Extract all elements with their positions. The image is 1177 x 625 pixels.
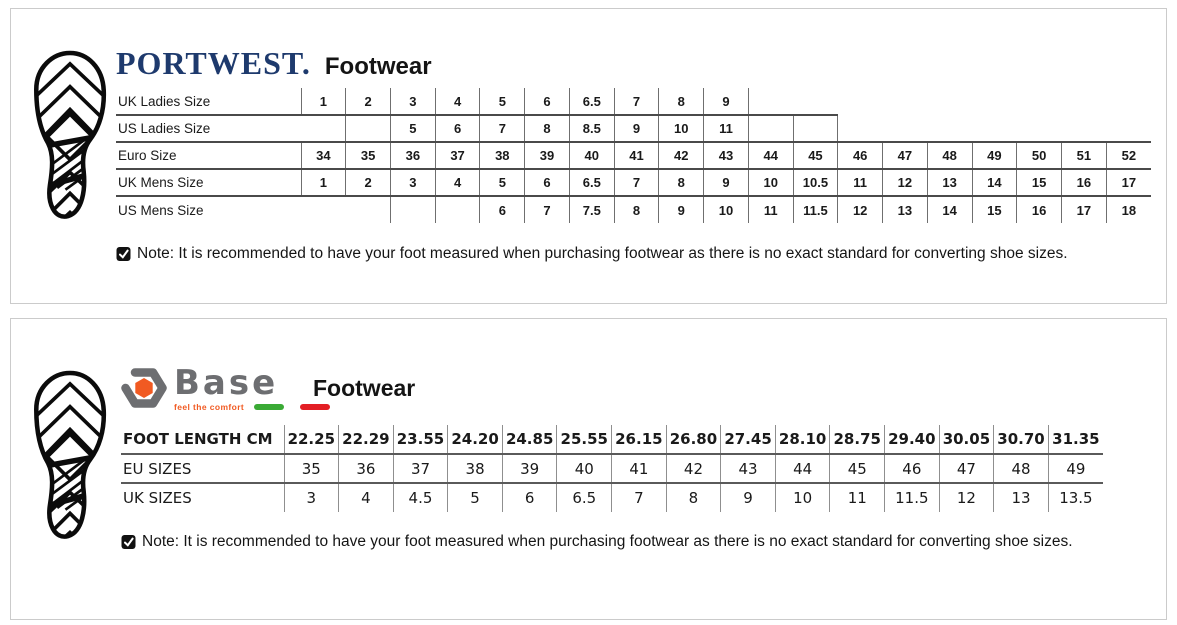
size-cell: 40 — [557, 454, 612, 483]
size-cell: 17 — [1061, 196, 1106, 223]
size-cell: 2 — [346, 88, 391, 115]
size-cell: 38 — [480, 142, 525, 169]
size-cell: 10 — [748, 169, 793, 196]
row-label: UK Mens Size — [116, 169, 301, 196]
size-cell — [793, 88, 838, 115]
size-cell: 8 — [659, 169, 704, 196]
size-cell: 36 — [390, 142, 435, 169]
size-cell — [793, 115, 838, 142]
size-cell: 8 — [666, 483, 721, 512]
size-cell: 39 — [502, 454, 557, 483]
size-cell: 1 — [301, 88, 346, 115]
size-cell: 9 — [659, 196, 704, 223]
size-cell: 11.5 — [885, 483, 940, 512]
size-cell — [748, 115, 793, 142]
size-cell: 3 — [390, 169, 435, 196]
size-cell: 16 — [1017, 196, 1062, 223]
size-cell — [1017, 115, 1062, 142]
size-cell: 12 — [838, 196, 883, 223]
size-cell: 22.25 — [284, 425, 339, 454]
size-cell: 11.5 — [793, 196, 838, 223]
portwest-size-chart-panel — [10, 8, 1167, 304]
size-cell: 5 — [448, 483, 503, 512]
portwest-header — [116, 45, 432, 82]
size-cell: 30.05 — [939, 425, 994, 454]
size-cell: 34 — [301, 142, 346, 169]
portwest-note — [116, 245, 1068, 263]
size-cell — [1106, 115, 1151, 142]
size-cell: 1 — [301, 169, 346, 196]
base-tagline-row — [174, 402, 330, 412]
size-cell: 27.45 — [721, 425, 776, 454]
size-cell — [838, 88, 883, 115]
size-cell: 48 — [927, 142, 972, 169]
size-cell: 12 — [883, 169, 928, 196]
size-cell: 4.5 — [393, 483, 448, 512]
size-cell — [1061, 115, 1106, 142]
size-cell: 13.5 — [1048, 483, 1103, 512]
table-row — [121, 454, 1103, 483]
size-cell: 15 — [1017, 169, 1062, 196]
size-cell: 3 — [390, 88, 435, 115]
portwest-size-table — [116, 88, 1151, 223]
table-row — [116, 169, 1151, 196]
size-cell — [346, 115, 391, 142]
size-cell — [883, 115, 928, 142]
size-cell: 43 — [721, 454, 776, 483]
base-wordmark — [174, 365, 330, 412]
size-cell: 13 — [883, 196, 928, 223]
row-label: FOOT LENGTH CM — [121, 425, 284, 454]
row-label: EU SIZES — [121, 454, 284, 483]
boot-sole-print-icon — [29, 363, 111, 547]
note-text: Note: It is recommended to have your foot measured when purchasing footwear as there is no exact standard for converting shoe sizes. — [142, 533, 1073, 550]
size-cell: 7.5 — [569, 196, 614, 223]
size-cell: 44 — [775, 454, 830, 483]
size-cell: 5 — [480, 169, 525, 196]
size-cell — [301, 115, 346, 142]
row-label: US Mens Size — [118, 202, 204, 218]
size-cell: 9 — [721, 483, 776, 512]
row-label: Euro Size — [116, 142, 301, 169]
size-cell — [927, 115, 972, 142]
size-cell — [390, 196, 435, 223]
size-cell: 11 — [748, 196, 793, 223]
boot-sole-print-icon — [29, 43, 111, 227]
size-cell: 2 — [346, 169, 391, 196]
size-cell: 10 — [704, 196, 749, 223]
size-cell: 36 — [339, 454, 394, 483]
size-cell: 9 — [704, 88, 749, 115]
size-cell: 24.20 — [448, 425, 503, 454]
base-brand-text: Base — [174, 363, 279, 403]
size-cell: 47 — [939, 454, 994, 483]
size-cell: 18 — [1106, 196, 1151, 223]
size-cell: 6.5 — [557, 483, 612, 512]
size-cell — [838, 115, 883, 142]
table-row — [116, 115, 1151, 142]
size-cell: 17 — [1106, 169, 1151, 196]
size-cell: 6.5 — [569, 88, 614, 115]
size-cell: 13 — [927, 169, 972, 196]
size-cell: 28.75 — [830, 425, 885, 454]
size-cell: 4 — [435, 88, 480, 115]
base-note — [121, 533, 1073, 551]
size-cell: 26.80 — [666, 425, 721, 454]
size-cell: 47 — [883, 142, 928, 169]
size-cell: 26.15 — [612, 425, 667, 454]
row-label: UK SIZES — [123, 489, 192, 507]
size-cell — [748, 88, 793, 115]
size-cell: 49 — [1048, 454, 1103, 483]
size-cell: 7 — [612, 483, 667, 512]
size-cell: 7 — [525, 196, 570, 223]
base-hexnut-icon — [121, 365, 167, 411]
size-cell: 30.70 — [994, 425, 1049, 454]
size-cell — [972, 115, 1017, 142]
table-row — [116, 196, 1151, 223]
size-cell: 42 — [659, 142, 704, 169]
size-cell: 15 — [972, 196, 1017, 223]
portwest-footwear-heading: Footwear — [324, 53, 432, 80]
size-cell: 9 — [614, 115, 659, 142]
size-cell: 45 — [793, 142, 838, 169]
row-label: US Ladies Size — [116, 115, 301, 142]
note-check-icon — [121, 534, 137, 550]
size-cell: 12 — [939, 483, 994, 512]
size-cell: 10.5 — [793, 169, 838, 196]
row-label: UK Ladies Size — [116, 88, 301, 115]
size-cell — [883, 88, 928, 115]
size-cell: 37 — [393, 454, 448, 483]
size-cell: 51 — [1061, 142, 1106, 169]
table-row — [121, 483, 1103, 512]
size-cell: 41 — [614, 142, 659, 169]
size-cell: 6 — [435, 115, 480, 142]
base-size-chart-panel — [10, 318, 1167, 620]
size-cell: 49 — [972, 142, 1017, 169]
size-cell: 14 — [972, 169, 1017, 196]
size-cell: 9 — [704, 169, 749, 196]
size-cell: 8 — [525, 115, 570, 142]
size-cell: 52 — [1106, 142, 1151, 169]
size-cell: 13 — [994, 483, 1049, 512]
note-check-icon — [116, 246, 132, 262]
table-row — [116, 88, 1151, 115]
size-cell: 46 — [838, 142, 883, 169]
size-cell: 22.29 — [339, 425, 394, 454]
size-cell — [435, 196, 480, 223]
size-cell: 6 — [502, 483, 557, 512]
portwest-logo: PORTWEST. — [116, 45, 311, 81]
size-cell: 11 — [838, 169, 883, 196]
size-cell — [927, 88, 972, 115]
note-text: Note: It is recommended to have your foot measured when purchasing footwear as there is no exact standard for converting shoe sizes. — [137, 245, 1068, 262]
size-cell: 3 — [284, 483, 339, 512]
size-cell: 6.5 — [569, 169, 614, 196]
size-cell — [301, 196, 346, 223]
size-cell: 43 — [704, 142, 749, 169]
size-cell: 42 — [666, 454, 721, 483]
size-cell: 40 — [569, 142, 614, 169]
size-cell: 39 — [525, 142, 570, 169]
size-cell: 4 — [339, 483, 394, 512]
size-cell: 46 — [885, 454, 940, 483]
green-bar-icon — [254, 404, 284, 410]
size-cell: 16 — [1061, 169, 1106, 196]
size-cell — [1106, 88, 1151, 115]
base-footwear-heading: Footwear — [313, 375, 416, 401]
size-cell — [972, 88, 1017, 115]
size-cell: 25.55 — [557, 425, 612, 454]
base-tagline: feel the comfort — [174, 402, 245, 412]
size-cell: 41 — [612, 454, 667, 483]
size-cell: 7 — [480, 115, 525, 142]
size-cell: 5 — [480, 88, 525, 115]
size-cell: 31.35 — [1048, 425, 1103, 454]
size-cell: 38 — [448, 454, 503, 483]
size-cell: 10 — [659, 115, 704, 142]
size-cell: 23.55 — [393, 425, 448, 454]
size-cell — [1061, 88, 1106, 115]
size-cell: 8 — [614, 196, 659, 223]
size-cell: 50 — [1017, 142, 1062, 169]
size-cell: 8 — [659, 88, 704, 115]
size-cell: 28.10 — [775, 425, 830, 454]
size-cell: 6 — [480, 196, 525, 223]
size-cell — [1017, 88, 1062, 115]
size-cell: 10 — [775, 483, 830, 512]
size-cell: 37 — [435, 142, 480, 169]
size-cell: 14 — [927, 196, 972, 223]
base-logo — [121, 365, 330, 412]
size-cell: 7 — [614, 169, 659, 196]
size-cell: 6 — [525, 169, 570, 196]
size-cell: 5 — [390, 115, 435, 142]
size-cell: 35 — [346, 142, 391, 169]
size-cell: 7 — [614, 88, 659, 115]
size-cell — [346, 196, 391, 223]
size-cell: 11 — [704, 115, 749, 142]
red-bar-icon — [300, 404, 330, 410]
base-size-table — [121, 425, 1103, 512]
size-cell: 8.5 — [569, 115, 614, 142]
size-cell: 11 — [830, 483, 885, 512]
size-cell: 45 — [830, 454, 885, 483]
table-row — [121, 425, 1103, 454]
size-cell: 24.85 — [502, 425, 557, 454]
size-cell: 35 — [284, 454, 339, 483]
size-cell: 44 — [748, 142, 793, 169]
size-cell: 48 — [994, 454, 1049, 483]
size-cell: 29.40 — [885, 425, 940, 454]
table-row — [116, 142, 1151, 169]
size-cell: 4 — [435, 169, 480, 196]
size-cell: 6 — [525, 88, 570, 115]
